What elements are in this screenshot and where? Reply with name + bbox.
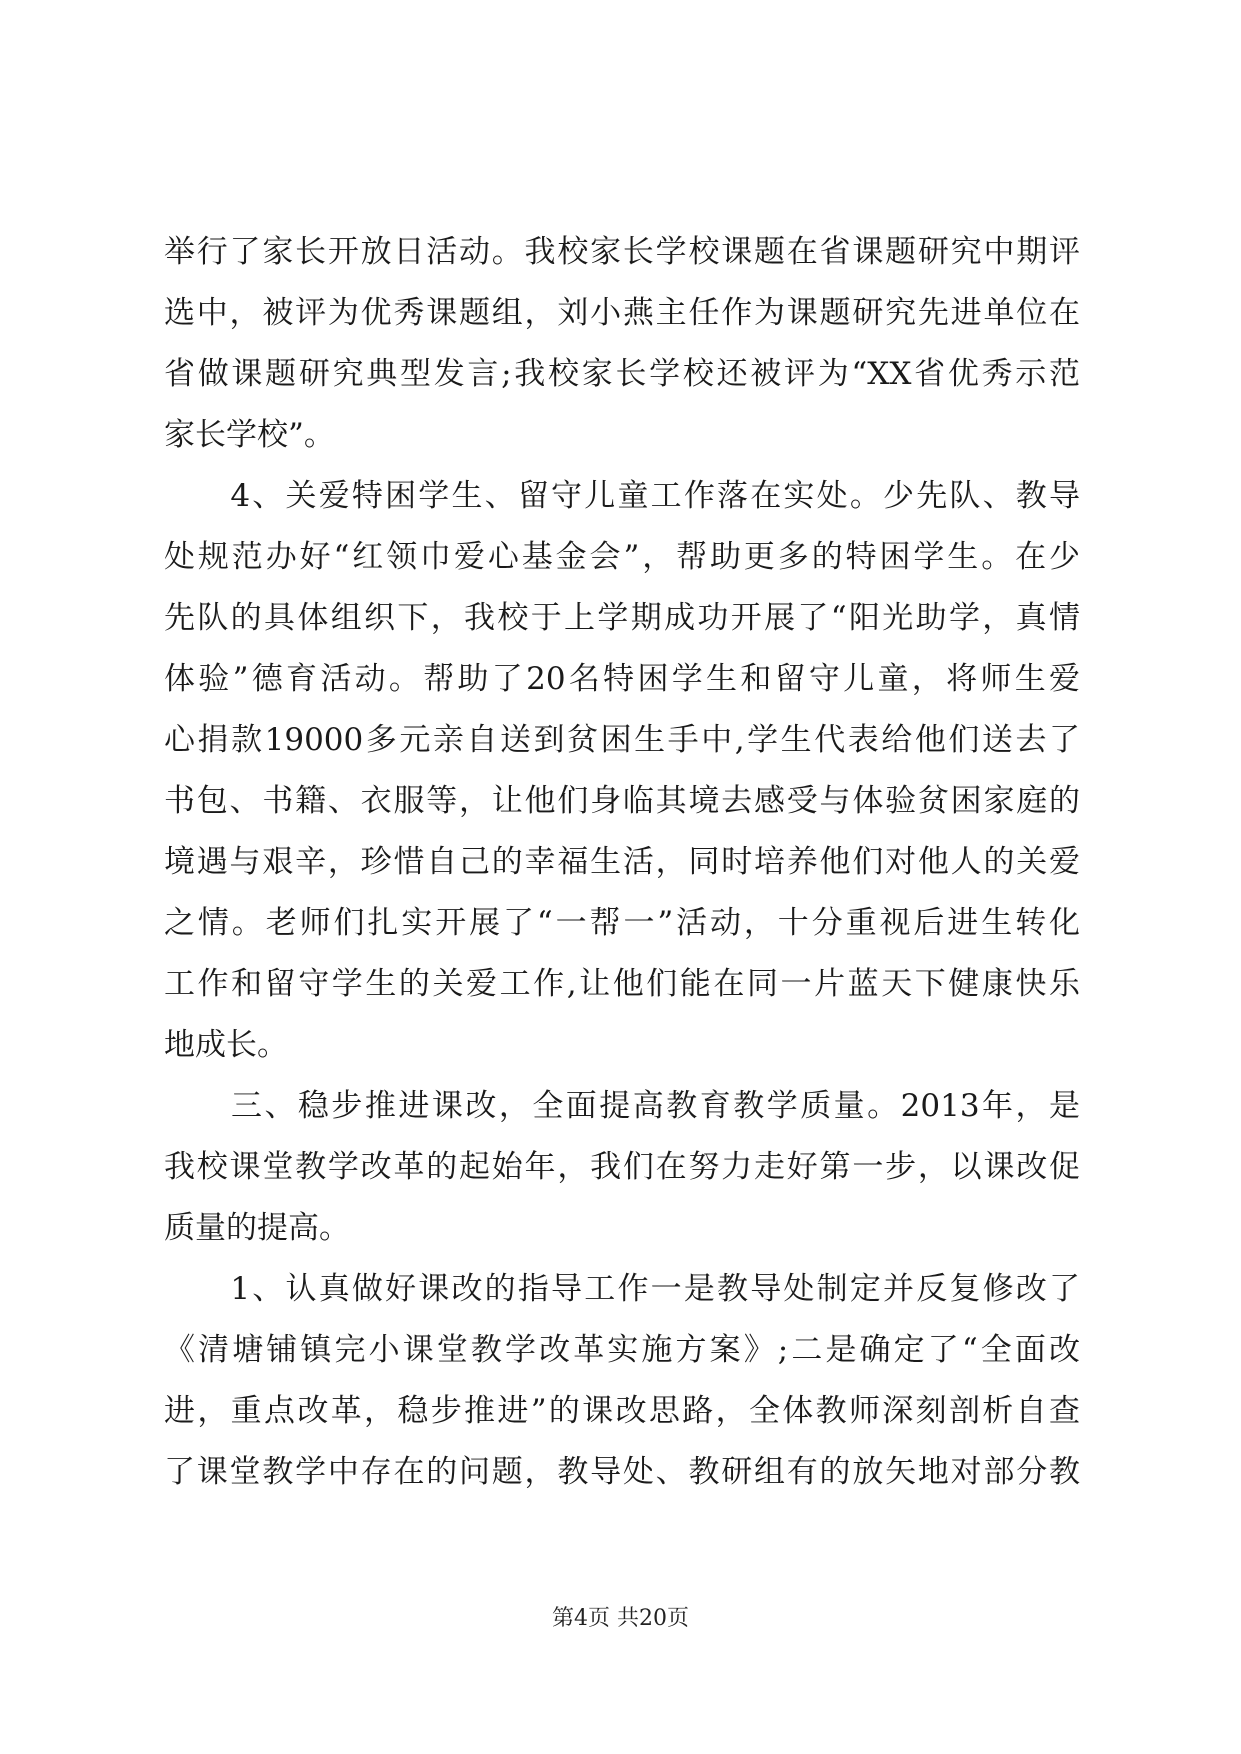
text-line: 质量的提高。 <box>164 1210 350 1246</box>
text-line: 进，重点改革，稳步推进”的课改思路，全体教师深刻剖析自查 <box>164 1393 1080 1429</box>
text-line: 《清塘铺镇完小课堂教学改革实施方案》;二是确定了“全面改 <box>164 1332 1080 1368</box>
text-line: 工作和留守学生的关爱工作,让他们能在同一片蓝天下健康快乐 <box>164 966 1080 1002</box>
text-line: 体验”德育活动。帮助了20名特困学生和留守儿童，将师生爱 <box>164 661 1080 697</box>
text-line: 三、稳步推进课改，全面提高教育教学质量。2013年，是 <box>164 1088 1080 1124</box>
text-line: 境遇与艰辛，珍惜自己的幸福生活，同时培养他们对他人的关爱 <box>164 844 1080 880</box>
text-line: 了课堂教学中存在的问题，教导处、教研组有的放矢地对部分教 <box>164 1454 1080 1490</box>
text-line: 心捐款19000多元亲自送到贫困生手中,学生代表给他们送去了 <box>164 722 1080 758</box>
text-line: 处规范办好“红领巾爱心基金会”，帮助更多的特困学生。在少 <box>164 539 1080 575</box>
document-body <box>164 222 1080 1503</box>
text-line: 地成长。 <box>164 1027 288 1063</box>
text-line: 4、关爱特困学生、留守儿童工作落在实处。少先队、教导 <box>164 478 1080 514</box>
page-number: 第4页 共20页 <box>552 1606 689 1631</box>
text-line: 省做课题研究典型发言;我校家长学校还被评为“XX省优秀示范 <box>164 356 1080 392</box>
text-line: 我校课堂教学改革的起始年，我们在努力走好第一步，以课改促 <box>164 1149 1080 1185</box>
text-line: 1、认真做好课改的指导工作一是教导处制定并反复修改了 <box>164 1271 1080 1307</box>
text-line: 之情。老师们扎实开展了“一帮一”活动，十分重视后进生转化 <box>164 905 1080 941</box>
text-line: 家长学校”。 <box>164 417 335 453</box>
text-line: 举行了家长开放日活动。我校家长学校课题在省课题研究中期评 <box>164 234 1080 270</box>
text-line: 书包、书籍、衣服等，让他们身临其境去感受与体验贫困家庭的 <box>164 783 1080 819</box>
text-line: 选中，被评为优秀课题组，刘小燕主任作为课题研究先进单位在 <box>164 295 1080 331</box>
text-line: 先队的具体组织下，我校于上学期成功开展了“阳光助学，真情 <box>164 600 1080 636</box>
